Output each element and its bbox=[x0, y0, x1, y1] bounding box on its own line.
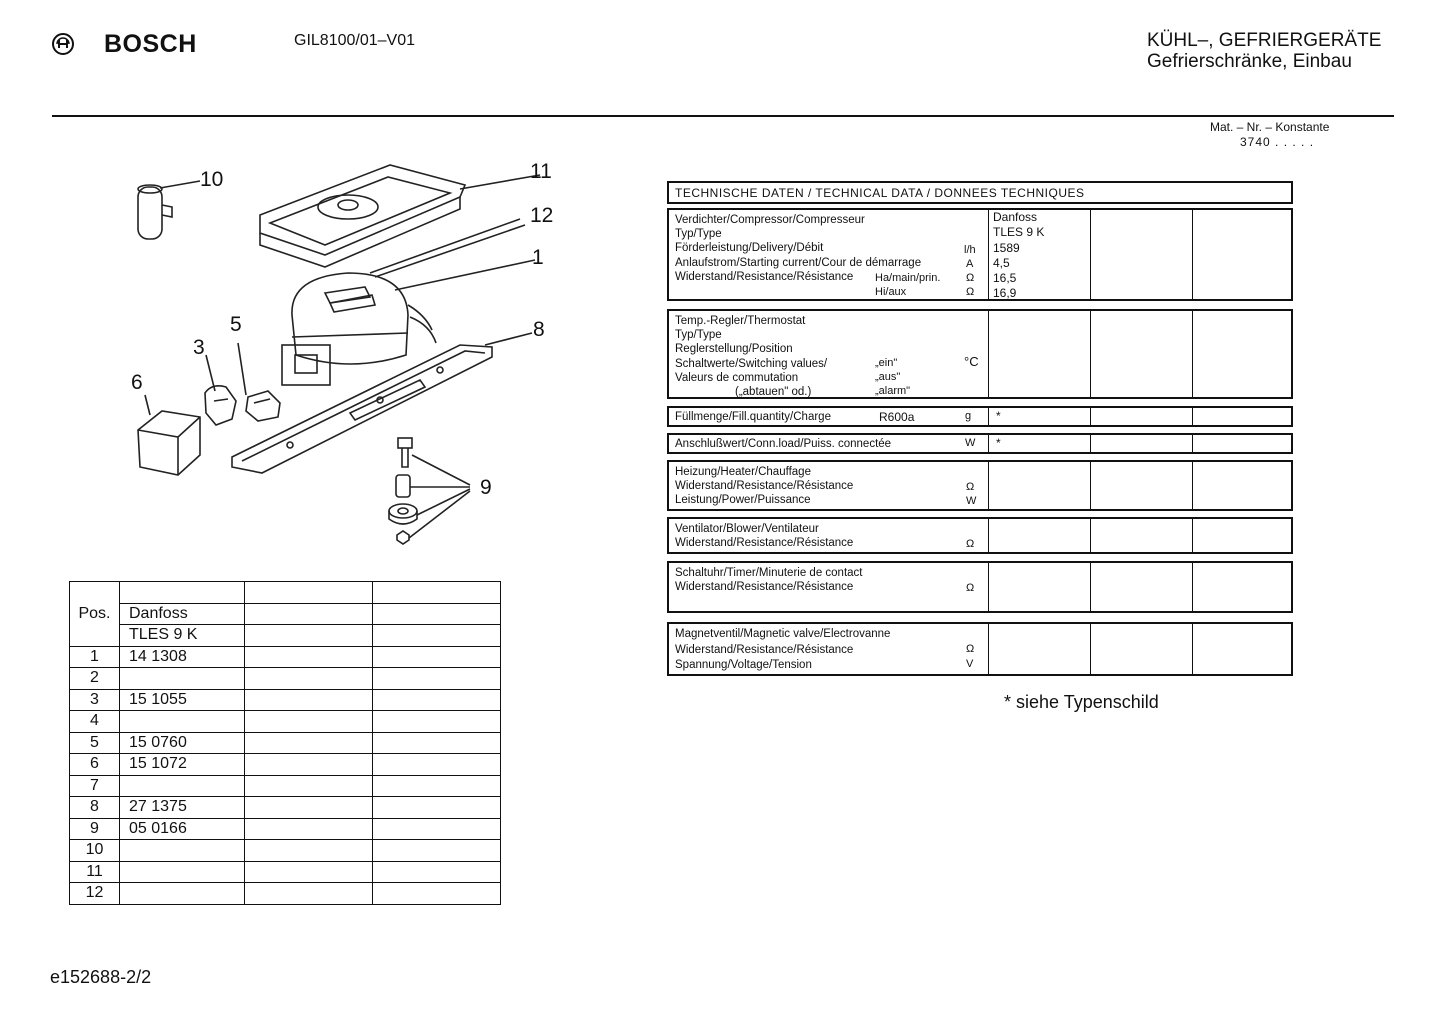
parts-header-row-3 bbox=[70, 625, 501, 647]
header-divider bbox=[52, 115, 1394, 117]
callout-5: 5 bbox=[230, 313, 242, 336]
compressor-res-main: 16,5 bbox=[993, 271, 1017, 285]
charge-section: Füllmenge/Fill.quantity/Charge R600a g * bbox=[667, 406, 1293, 427]
callout-9: 9 bbox=[480, 476, 492, 499]
compressor-delivery: 1589 bbox=[993, 241, 1020, 255]
heater-section: Heizung/Heater/Chauffage Widerstand/Resistance/Résistance Leistung/Power/Puissance Ω W bbox=[667, 460, 1293, 511]
mat-value: 3740 . . . . . bbox=[1240, 135, 1315, 149]
protector-part bbox=[205, 386, 236, 425]
compressor-res-aux: 16,9 bbox=[993, 286, 1017, 300]
type-cell: TLES 9 K bbox=[120, 625, 245, 647]
compressor-current: 4,5 bbox=[993, 256, 1010, 270]
connected-load-section: Anschlußwert/Conn.load/Puiss. connectée W * bbox=[667, 433, 1293, 454]
table-row: 11 bbox=[70, 861, 501, 883]
parts-header-row-1 bbox=[70, 582, 501, 604]
tech-data-title: TECHNISCHE DATEN / TECHNICAL DATA / DONNEES TECHNIQUES bbox=[667, 181, 1293, 204]
callout-11: 11 bbox=[530, 160, 552, 183]
exploded-diagram bbox=[120, 155, 570, 555]
model-number: GIL8100/01–V01 bbox=[294, 32, 415, 49]
manufacturer-cell: Danfoss bbox=[120, 603, 245, 625]
parts-header-row-2 bbox=[70, 603, 501, 625]
callout-3: 3 bbox=[193, 336, 205, 359]
table-row: 3 15 1055 bbox=[70, 689, 501, 711]
table-row: 8 27 1375 bbox=[70, 797, 501, 819]
grommet-set-part bbox=[389, 438, 417, 544]
brand-name: BOSCH bbox=[104, 30, 197, 58]
table-row: 5 15 0760 bbox=[70, 732, 501, 754]
compressor-type: TLES 9 K bbox=[993, 225, 1045, 239]
cover-part bbox=[138, 411, 200, 475]
table-row: 6 15 1072 bbox=[70, 754, 501, 776]
mat-label: Mat. – Nr. – Konstante bbox=[1210, 120, 1330, 134]
table-row: 7 bbox=[70, 775, 501, 797]
valve-section: Magnetventil/Magnetic valve/Electrovanne Widerstand/Resistance/Résistance Spannung/Voltage/Tension Ω V bbox=[667, 622, 1293, 676]
table-row: 4 bbox=[70, 711, 501, 733]
callout-1: 1 bbox=[532, 246, 544, 269]
table-row: 9 05 0166 bbox=[70, 818, 501, 840]
callout-12: 12 bbox=[530, 204, 554, 227]
table-row: 2 bbox=[70, 668, 501, 690]
timer-section: Schaltuhr/Timer/Minuterie de contact Widerstand/Resistance/Résistance Ω bbox=[667, 561, 1293, 613]
capacitor-part bbox=[138, 185, 172, 239]
callout-6: 6 bbox=[131, 371, 143, 394]
compressor-make: Danfoss bbox=[993, 210, 1038, 224]
parts-table bbox=[69, 581, 501, 905]
table-row: 12 bbox=[70, 883, 501, 905]
thermostat-section: Temp.-Regler/Thermostat Typ/Type Reglerstellung/Position Schaltwerte/Switching values/ Valeurs de commutation („abtauen" od.) „ein" „aus" „alarm" °C bbox=[667, 309, 1293, 399]
table-row: 10 bbox=[70, 840, 501, 862]
document-id: e152688-2/2 bbox=[50, 967, 152, 987]
category-title: KÜHL–, GEFRIERGERÄTE bbox=[1147, 30, 1382, 51]
blower-section: Ventilator/Blower/Ventilateur Widerstand/Resistance/Résistance Ω bbox=[667, 517, 1293, 554]
bosch-logo-icon bbox=[52, 33, 74, 55]
table-row: 1 14 1308 bbox=[70, 646, 501, 668]
compressor-section: Verdichter/Compressor/Compresseur Typ/Type Förderleistung/Delivery/Débit Anlaufstrom/Starting current/Cour de démarrage Widerstand/Resistance/Résistance Ha/main/prin. Hi/aux l/h A Ω Ω Danfoss TLES 9 K 1589 4,5 16,5 16,9 bbox=[667, 208, 1293, 301]
category-subtitle: Gefrierschränke, Einbau bbox=[1147, 51, 1352, 72]
relay-part bbox=[246, 391, 280, 421]
typenschild-note: * siehe Typenschild bbox=[1004, 692, 1159, 712]
pos-label: Pos. bbox=[70, 582, 120, 647]
drip-tray-part bbox=[260, 165, 465, 267]
callout-10: 10 bbox=[200, 168, 224, 191]
callout-8: 8 bbox=[533, 318, 545, 341]
